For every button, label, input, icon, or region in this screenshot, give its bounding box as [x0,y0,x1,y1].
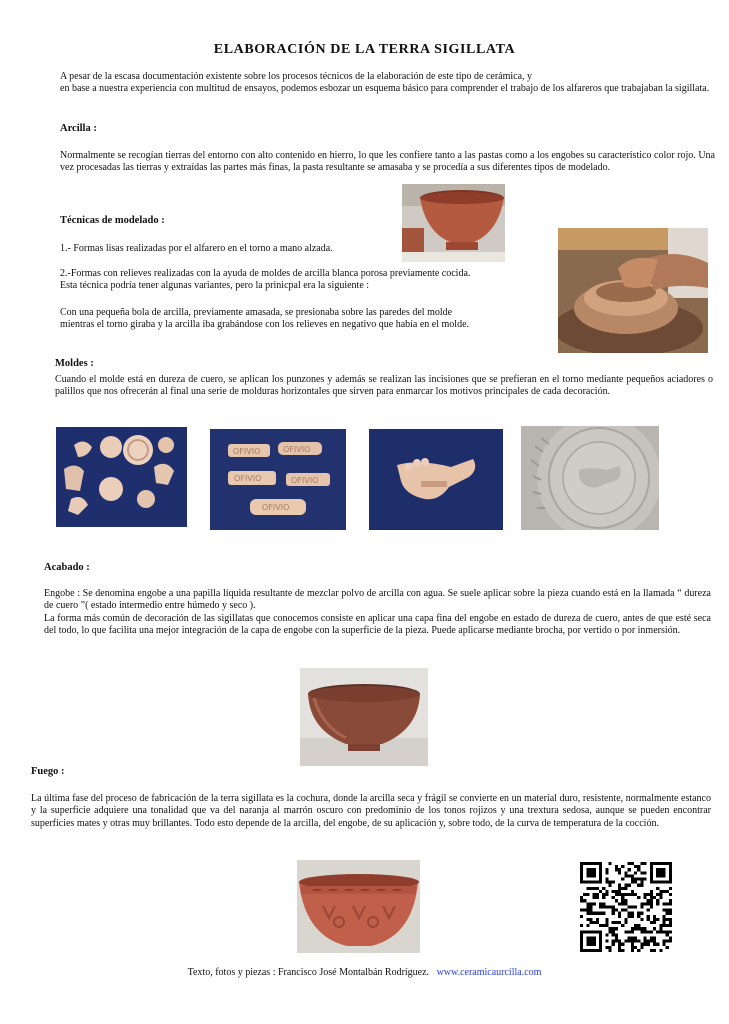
footer-credit: Texto, fotos y piezas : Francisco José Montalbán Rodríguez. [187,967,430,978]
arcilla-heading: Arcilla : [60,123,97,134]
intro-line-2: en base a nuestra experiencia con multitud de ensayos, podemos esbozar un esquema básico para comprender el trabajo de los alfareros que trabajaban la sigillata. [60,83,710,95]
page-title: ELABORACIÓN DE LA TERRA SIGILLATA [213,42,516,57]
photo-stamps-ofivio [210,429,346,530]
photo-decorated-bowl [297,860,420,953]
stamp-label-5: OFIVIO [262,503,290,512]
tecnicas-item-2-line-1: 2.-Formas con relieves realizadas con la ayuda de moldes de arcilla blanca porosa previamente cocida. [60,268,471,279]
tecnicas-item-3-line-1: Con una pequeña bola de arcilla, previamente amasada, se presionaba sobre las paredes del molde [60,307,453,318]
photo-finished-bowl [300,668,428,766]
stamp-label-2: OFIVIO [283,445,311,454]
qr-code[interactable] [580,862,672,952]
tecnicas-item-3-line-2: mientras el torno giraba y la arcilla iba grabándose con los relieves en negativo que había en el molde. [60,319,470,331]
photo-mold-interior [521,426,659,530]
fuego-heading: Fuego : [31,766,65,777]
moldes-paragraph [55,374,713,399]
photo-foot-stamp [369,429,503,530]
acabado-paragraph [44,588,711,638]
tecnicas-item-2 [60,268,552,293]
stamp-label-3: OFIVIO [234,474,262,483]
tecnicas-item-2-line-2: Esta técnica podría tener algunas variantes, pero la prinicpal era la siguiente : [60,280,370,292]
fuego-text: La última fase del proceso de fabricación de la terra sigillata es la cochura, donde la arcilla seca y frágil se convierte en un material duro, resistente, normalmente estanco y la superficie adquiere una tonalidad que va del naranja al marrón oscuro con predominio de los tonos rojizos y una trextura sedosa, aunque se pueden encontrar superficies mates y otras muy brillantes. Todo esto depende de la arcilla, del engobe, de su aplicación y, sobre todo, de la curva de temperatura de la cocción. [31,793,711,829]
arcilla-paragraph [60,150,715,175]
arcilla-text: Normalmente se recogían tierras del entorno con alto contenido en hierro, lo que les confiere tanto a las pastas como a los engobes su característico color rojo. Una vez procesadas las tierras y extraídas las partes más finas, la pasta resultante se amasaba y se procedía a sus diferentes tipos de modelado. [60,150,715,174]
photo-potters-wheel [558,228,708,353]
website-link[interactable]: www.ceramicaurcilla.com [436,967,542,978]
tecnicas-heading: Técnicas de modelado : [60,215,165,226]
stamp-label-1: OFIVIO [233,447,261,456]
tecnicas-item-3 [60,307,560,332]
stamp-label-4: OFIVIO [291,476,319,485]
acabado-heading: Acabado : [44,562,90,573]
acabado-engobe-text: Engobe : Se denomina engobe a una papilla líquida resultante de mezclar polvo de arcilla con agua. Se suele aplicar sobre la pieza cuando está en la llamada “ dureza de cuero ”( estado intermedio entre húmedo y seco ). [44,588,711,612]
moldes-heading: Moldes : [55,358,94,369]
intro-line-1: A pesar de la escasa documentación existente sobre los procesos técnicos de la elaboración de este tipo de cerámica, y [60,71,533,82]
fuego-paragraph [31,793,711,830]
photo-stamps-round [56,427,187,527]
acabado-decoration-text: La forma más común de decoración de las sigillatas que conocemos consiste en aplicar una capa fina del engobe en estado de dureza de cuero, antes de que esté seca del todo, lo que facilita una mejor integración de la capa de engobe con la superficie de la pieza. Puede aplicarse mediante brocha, por vertido o por inmersión. [44,612,711,637]
intro-paragraph [60,71,715,96]
photo-plain-bowl [402,184,505,262]
tecnicas-item-1: 1.- Formas lisas realizadas por el alfarero en el torno a mano alzada. [60,243,333,254]
footer [0,967,729,978]
moldes-text: Cuando el molde está en dureza de cuero, se aplican los punzones y además se realizan las incisiones que se prefieran en el torno mediante pequeños aciadores o palillos que nos ofrecerán al final una serie de molduras horizontales que sirven para enmarcar los motivos principales de cada decoración. [55,374,713,398]
